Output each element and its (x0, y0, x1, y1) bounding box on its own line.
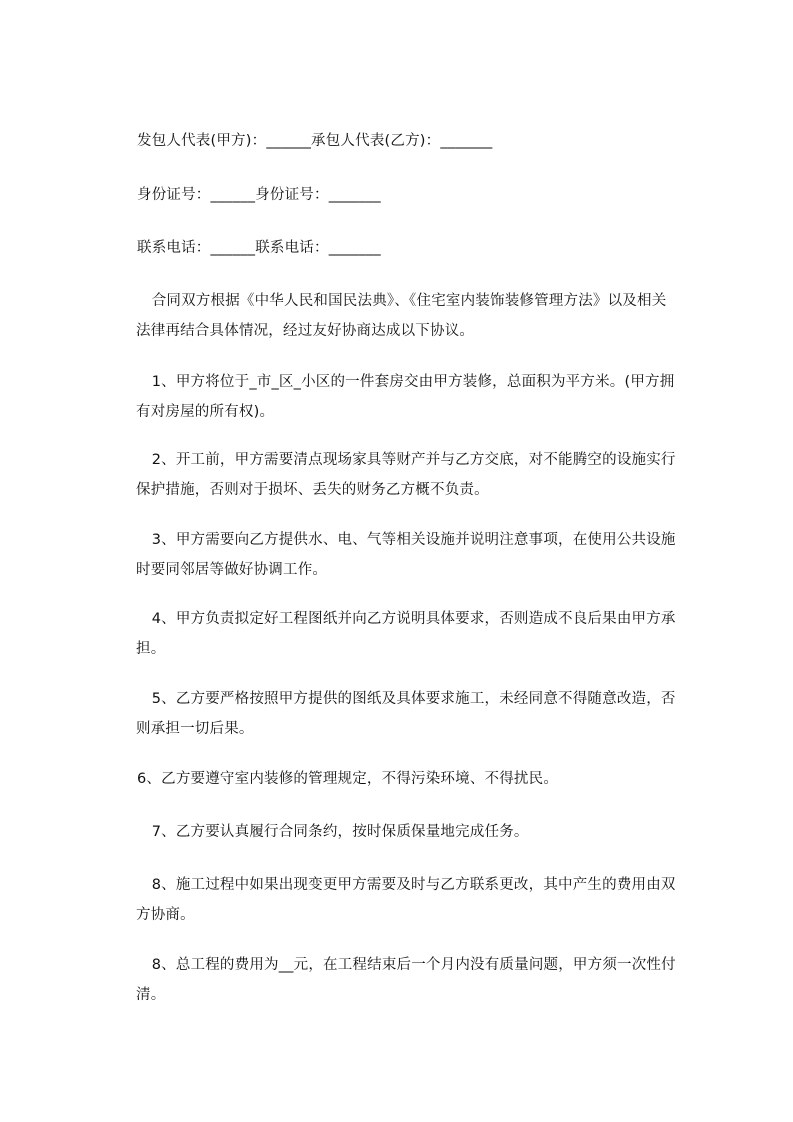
clause-1 (137, 367, 715, 427)
clause-8a-line-2: 方协商。 (136, 907, 195, 923)
clause-5-line-1: 5、乙方要严格按照甲方提供的图纸及具体要求施工，未经同意不得随意改造，否 (137, 691, 676, 707)
phone-line: 联系电话：______联系电话：_______ (137, 240, 381, 256)
clause-2-line-2: 保护措施，否则对于损坏、丢失的财务乙方概不负责。 (136, 482, 489, 498)
clause-7-line-1: 7、乙方要认真履行合同条约，按时保质保量地完成任务。 (137, 824, 529, 840)
clause-2-line-1: 2、开工前，甲方需要清点现场家具等财产并与乙方交底，对不能腾空的设施实行 (137, 452, 676, 468)
clause-6 (137, 764, 715, 794)
clause-8a-line-1: 8、施工过程中如果出现变更甲方需要及时与乙方联系更改，其中产生的费用由双 (137, 877, 676, 893)
clause-8b-line-2: 清。 (136, 987, 166, 1003)
clause-4-line-2: 担。 (136, 641, 166, 657)
clause-5-line-2: 则承担一切后果。 (136, 721, 254, 737)
clause-3 (137, 525, 715, 585)
clause-3-line-1: 3、甲方需要向乙方提供水、电、气等相关设施并说明注意事项，在使用公共设施 (137, 532, 676, 548)
clause-6-line-1: 6、乙方要遵守室内装修的管理规定，不得污染环境、不得扰民。 (137, 771, 559, 787)
clause-8b (137, 950, 715, 1010)
intro-line-2: 法律再结合具体情况，经过友好协商达成以下协议。 (136, 323, 475, 339)
clause-1-line-2: 有对房屋的所有权)。 (136, 404, 275, 420)
clause-5 (137, 684, 715, 744)
clause-8a (137, 870, 715, 930)
clause-4-line-1: 4、甲方负责拟定好工程图纸并向乙方说明具体要求，否则造成不良后果由甲方承 (137, 611, 676, 627)
clause-2 (137, 445, 715, 505)
id-number-line: 身份证号：______身份证号：_______ (137, 187, 381, 203)
clause-8b-line-1: 8、总工程的费用为__元，在工程结束后一个月内没有质量问题，甲方须一次性付 (137, 957, 676, 973)
intro-line-1: 合同双方根据《中华人民和国民法典》、《住宅室内装饰装修管理方法》以及相关 (137, 293, 667, 309)
clause-3-line-2: 时要同邻居等做好协调工作。 (136, 562, 328, 578)
clause-7 (137, 817, 715, 847)
intro-paragraph (137, 286, 715, 346)
clause-4 (137, 604, 715, 664)
clause-1-line-1: 1、甲方将位于_市_区_小区的一件套房交由甲方装修，总面积为平方米。(甲方拥 (137, 374, 675, 390)
representatives-line: 发包人代表(甲方)：______承包人代表(乙方)：_______ (137, 133, 493, 149)
